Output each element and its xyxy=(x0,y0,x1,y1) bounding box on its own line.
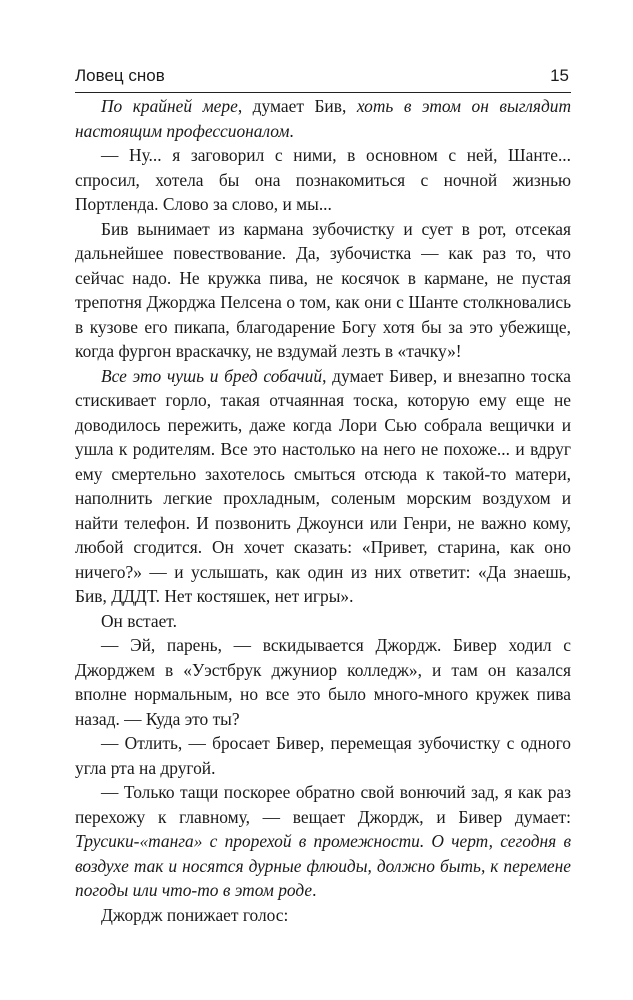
paragraph xyxy=(75,94,571,143)
running-head xyxy=(75,64,571,90)
paragraph xyxy=(75,217,571,364)
paragraph xyxy=(75,609,571,634)
text-span: Джордж понижает голос: xyxy=(101,904,289,925)
italic-span: По крайней мере xyxy=(101,96,238,116)
paragraph xyxy=(75,903,571,928)
header-rule xyxy=(75,92,571,93)
text-span: . xyxy=(289,120,294,141)
text-span: , думает Бивер, и внезапно тоска стискивает горло, такая отчаянная тоска, которую ему еще не доводилось пережить, даже когда Лори Сью собрала вещички и ушла к родителям. Все это настолько на него не похоже... и вдруг ему смертельно захотелось смыться отсюда к такой-то матери, наполнить легкие прохладным, соленым морским воздухом и найти телефон. И позвонить Джоунси или Генри, не важно кому, любой сгодится. Он хочет сказать: «Привет, старина, как оно ничего?» — и услышать, как один из них ответит: «Да знаешь, Бив, ДДДТ. Нет костяшек, нет игры». xyxy=(75,365,571,606)
text-span: Бив вынимает из кармана зубочистку и сует в рот, отсекая дальнейшее повествование. Да, зубочистка — как раз то, что сейчас надо. Не кружка пива, не косячок в кармане, не пустая трепотня Джорджа Пелсена о том, как они с Шанте столкновались в кузове его пикапа, благодарение Богу хотя бы за это убежище, когда фургон враскачку, не вздумай лезть в «тачку»! xyxy=(75,218,571,361)
text-span: — Эй, парень, — вскидывается Джордж. Бивер ходил с Джорджем в «Уэстбрук джуниор колледж», и там он казался вполне нормальным, но все это было много-много кружек пива назад. — Куда это ты? xyxy=(75,635,571,729)
paragraph xyxy=(75,143,571,217)
italic-span: хоть в этом он выглядит настоящим профессионалом xyxy=(75,96,572,141)
paragraph xyxy=(75,633,571,731)
text-span: , думает Бив, xyxy=(237,96,357,116)
text-span: — Ну... я заговорил с ними, в основном с ней, Шанте... спросил, хотела бы она познакомиться с ночной жизнью Портленда. Слово за слово, и мы... xyxy=(75,145,571,214)
text-body xyxy=(75,94,571,927)
text-span: . xyxy=(312,880,317,900)
text-span: — Только тащи поскорее обратно свой вонючий зад, я как раз перехожу к главному, — вещает Джордж, и Бивер думает: xyxy=(75,782,571,827)
text-span: — Отлить, — бросает Бивер, перемещая зубочистку с одного угла рта на другой. xyxy=(75,733,571,778)
italic-span: Все это чушь и бред собачий xyxy=(101,365,323,386)
italic-span: Трусики-«танга» с прорехой в промежности. О черт, сегодня в воздухе так и носятся дурные флюиды, должно быть, к перемене погоды или что-то в этом роде xyxy=(75,831,571,900)
text-span: Он встает. xyxy=(101,610,177,631)
paragraph xyxy=(75,780,571,903)
paragraph xyxy=(75,364,571,609)
page-number: 15 xyxy=(550,66,569,85)
book-title: Ловец снов xyxy=(75,66,165,85)
paragraph xyxy=(75,731,571,780)
